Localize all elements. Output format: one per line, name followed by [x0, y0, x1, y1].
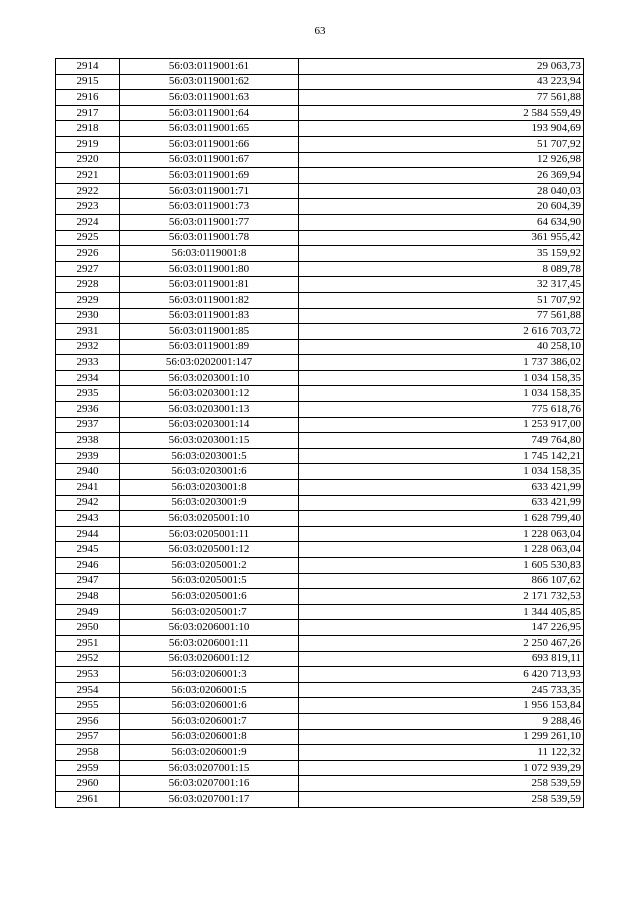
table-row [56, 370, 584, 386]
cadastral-number-cell: 56:03:0119001:85 [120, 324, 299, 340]
cadastral-value-cell: 2 171 732,53 [299, 589, 584, 605]
cadastral-number-cell: 56:03:0119001:89 [120, 339, 299, 355]
cadastral-number-cell: 56:03:0203001:6 [120, 464, 299, 480]
cadastral-number-cell: 56:03:0119001:8 [120, 246, 299, 262]
cadastral-value-cell: 2 250 467,26 [299, 635, 584, 651]
table-row [56, 651, 584, 667]
table-row [56, 183, 584, 199]
row-number-cell: 2945 [56, 542, 120, 558]
table-row [56, 433, 584, 449]
cadastral-value-cell: 147 226,95 [299, 620, 584, 636]
row-number-cell: 2960 [56, 776, 120, 792]
cadastral-number-cell: 56:03:0119001:61 [120, 59, 299, 75]
cadastral-value-cell: 1 605 530,83 [299, 558, 584, 574]
cadastral-number-cell: 56:03:0119001:65 [120, 121, 299, 137]
row-number-cell: 2948 [56, 589, 120, 605]
cadastral-value-cell: 633 421,99 [299, 480, 584, 496]
cadastral-value-cell: 77 561,88 [299, 308, 584, 324]
cadastral-value-cell: 193 904,69 [299, 121, 584, 137]
cadastral-value-cell: 51 707,92 [299, 136, 584, 152]
cadastral-value-cell: 1 228 063,04 [299, 526, 584, 542]
table-body [56, 59, 584, 808]
cadastral-value-cell: 258 539,59 [299, 791, 584, 807]
table-row [56, 495, 584, 511]
row-number-cell: 2928 [56, 277, 120, 293]
cadastral-value-cell: 77 561,88 [299, 90, 584, 106]
row-number-cell: 2956 [56, 713, 120, 729]
row-number-cell: 2941 [56, 480, 120, 496]
cadastral-number-cell: 56:03:0206001:5 [120, 682, 299, 698]
row-number-cell: 2923 [56, 199, 120, 215]
cadastral-value-cell: 633 421,99 [299, 495, 584, 511]
table-row [56, 308, 584, 324]
cadastral-value-cell: 32 317,45 [299, 277, 584, 293]
row-number-cell: 2950 [56, 620, 120, 636]
table-row [56, 214, 584, 230]
table-row [56, 292, 584, 308]
cadastral-number-cell: 56:03:0205001:10 [120, 511, 299, 527]
row-number-cell: 2957 [56, 729, 120, 745]
cadastral-value-cell: 1 737 386,02 [299, 355, 584, 371]
row-number-cell: 2921 [56, 168, 120, 184]
cadastral-number-cell: 56:03:0206001:8 [120, 729, 299, 745]
cadastral-number-cell: 56:03:0206001:12 [120, 651, 299, 667]
table-row [56, 386, 584, 402]
row-number-cell: 2919 [56, 136, 120, 152]
table-row [56, 542, 584, 558]
cadastral-number-cell: 56:03:0203001:8 [120, 480, 299, 496]
table-row [56, 199, 584, 215]
table-row [56, 511, 584, 527]
table-row [56, 355, 584, 371]
cadastral-value-cell: 29 063,73 [299, 59, 584, 75]
row-number-cell: 2914 [56, 59, 120, 75]
table-row [56, 760, 584, 776]
table-row [56, 558, 584, 574]
table-row [56, 480, 584, 496]
row-number-cell: 2917 [56, 105, 120, 121]
row-number-cell: 2954 [56, 682, 120, 698]
table-row [56, 682, 584, 698]
cadastral-number-cell: 56:03:0203001:13 [120, 402, 299, 418]
row-number-cell: 2940 [56, 464, 120, 480]
cadastral-number-cell: 56:03:0119001:64 [120, 105, 299, 121]
cadastral-number-cell: 56:03:0203001:15 [120, 433, 299, 449]
row-number-cell: 2915 [56, 74, 120, 90]
cadastral-number-cell: 56:03:0203001:10 [120, 370, 299, 386]
cadastral-number-cell: 56:03:0119001:62 [120, 74, 299, 90]
row-number-cell: 2933 [56, 355, 120, 371]
cadastral-value-cell: 1 228 063,04 [299, 542, 584, 558]
row-number-cell: 2946 [56, 558, 120, 574]
cadastral-number-cell: 56:03:0203001:5 [120, 448, 299, 464]
table-row [56, 745, 584, 761]
row-number-cell: 2929 [56, 292, 120, 308]
cadastral-value-cell: 11 122,32 [299, 745, 584, 761]
cadastral-number-cell: 56:03:0203001:14 [120, 417, 299, 433]
cadastral-value-cell: 1 034 158,35 [299, 386, 584, 402]
row-number-cell: 2949 [56, 604, 120, 620]
page-number: 63 [314, 25, 326, 37]
cadastral-value-cell: 35 159,92 [299, 246, 584, 262]
cadastral-number-cell: 56:03:0119001:66 [120, 136, 299, 152]
table-row [56, 402, 584, 418]
cadastral-value-cell: 28 040,03 [299, 183, 584, 199]
cadastral-value-cell: 20 604,39 [299, 199, 584, 215]
cadastral-number-cell: 56:03:0119001:73 [120, 199, 299, 215]
cadastral-number-cell: 56:03:0119001:83 [120, 308, 299, 324]
cadastral-number-cell: 56:03:0205001:11 [120, 526, 299, 542]
table-row [56, 635, 584, 651]
cadastral-number-cell: 56:03:0203001:9 [120, 495, 299, 511]
row-number-cell: 2937 [56, 417, 120, 433]
table-row [56, 713, 584, 729]
row-number-cell: 2938 [56, 433, 120, 449]
row-number-cell: 2920 [56, 152, 120, 168]
table-row [56, 59, 584, 75]
table-row [56, 698, 584, 714]
table-row [56, 105, 584, 121]
cadastral-value-cell: 1 344 405,85 [299, 604, 584, 620]
cadastral-value-cell: 1 034 158,35 [299, 464, 584, 480]
table-row [56, 339, 584, 355]
table-row [56, 573, 584, 589]
table-row [56, 277, 584, 293]
cadastral-number-cell: 56:03:0207001:17 [120, 791, 299, 807]
cadastral-value-cell: 2 584 559,49 [299, 105, 584, 121]
table-row [56, 121, 584, 137]
cadastral-value-cell: 866 107,62 [299, 573, 584, 589]
cadastral-number-cell: 56:03:0119001:67 [120, 152, 299, 168]
table-row [56, 417, 584, 433]
row-number-cell: 2918 [56, 121, 120, 137]
cadastral-number-cell: 56:03:0207001:15 [120, 760, 299, 776]
table-row [56, 230, 584, 246]
cadastral-value-cell: 6 420 713,93 [299, 667, 584, 683]
cadastral-number-cell: 56:03:0205001:5 [120, 573, 299, 589]
cadastral-value-table [55, 58, 584, 808]
cadastral-number-cell: 56:03:0119001:78 [120, 230, 299, 246]
row-number-cell: 2931 [56, 324, 120, 340]
row-number-cell: 2932 [56, 339, 120, 355]
table-row [56, 152, 584, 168]
row-number-cell: 2935 [56, 386, 120, 402]
table-row [56, 729, 584, 745]
cadastral-value-cell: 245 733,35 [299, 682, 584, 698]
row-number-cell: 2934 [56, 370, 120, 386]
cadastral-value-cell: 1 299 261,10 [299, 729, 584, 745]
row-number-cell: 2955 [56, 698, 120, 714]
row-number-cell: 2959 [56, 760, 120, 776]
cadastral-number-cell: 56:03:0119001:77 [120, 214, 299, 230]
cadastral-value-cell: 1 253 917,00 [299, 417, 584, 433]
table-row [56, 261, 584, 277]
cadastral-number-cell: 56:03:0205001:7 [120, 604, 299, 620]
row-number-cell: 2953 [56, 667, 120, 683]
row-number-cell: 2944 [56, 526, 120, 542]
row-number-cell: 2936 [56, 402, 120, 418]
table-row [56, 246, 584, 262]
cadastral-number-cell: 56:03:0119001:69 [120, 168, 299, 184]
cadastral-value-cell: 749 764,80 [299, 433, 584, 449]
cadastral-number-cell: 56:03:0119001:71 [120, 183, 299, 199]
cadastral-value-cell: 51 707,92 [299, 292, 584, 308]
row-number-cell: 2947 [56, 573, 120, 589]
row-number-cell: 2916 [56, 90, 120, 106]
table-row [56, 168, 584, 184]
cadastral-value-cell: 1 956 153,84 [299, 698, 584, 714]
cadastral-value-cell: 1 034 158,35 [299, 370, 584, 386]
cadastral-value-cell: 775 618,76 [299, 402, 584, 418]
table-row [56, 589, 584, 605]
row-number-cell: 2951 [56, 635, 120, 651]
table-row [56, 90, 584, 106]
row-number-cell: 2927 [56, 261, 120, 277]
cadastral-value-cell: 12 926,98 [299, 152, 584, 168]
cadastral-value-cell: 2 616 703,72 [299, 324, 584, 340]
cadastral-value-cell: 1 745 142,21 [299, 448, 584, 464]
cadastral-number-cell: 56:03:0205001:12 [120, 542, 299, 558]
table-row [56, 667, 584, 683]
cadastral-value-cell: 361 955,42 [299, 230, 584, 246]
cadastral-number-cell: 56:03:0119001:81 [120, 277, 299, 293]
cadastral-number-cell: 56:03:0206001:9 [120, 745, 299, 761]
cadastral-value-cell: 9 288,46 [299, 713, 584, 729]
row-number-cell: 2925 [56, 230, 120, 246]
cadastral-number-cell: 56:03:0203001:12 [120, 386, 299, 402]
row-number-cell: 2942 [56, 495, 120, 511]
cadastral-value-cell: 1 072 939,29 [299, 760, 584, 776]
table-row [56, 136, 584, 152]
table-row [56, 74, 584, 90]
cadastral-number-cell: 56:03:0206001:7 [120, 713, 299, 729]
row-number-cell: 2939 [56, 448, 120, 464]
row-number-cell: 2943 [56, 511, 120, 527]
cadastral-number-cell: 56:03:0205001:2 [120, 558, 299, 574]
cadastral-number-cell: 56:03:0205001:6 [120, 589, 299, 605]
cadastral-number-cell: 56:03:0119001:82 [120, 292, 299, 308]
cadastral-number-cell: 56:03:0207001:16 [120, 776, 299, 792]
cadastral-number-cell: 56:03:0119001:63 [120, 90, 299, 106]
cadastral-value-cell: 1 628 799,40 [299, 511, 584, 527]
row-number-cell: 2930 [56, 308, 120, 324]
table-row [56, 324, 584, 340]
cadastral-number-cell: 56:03:0119001:80 [120, 261, 299, 277]
table-row [56, 604, 584, 620]
row-number-cell: 2922 [56, 183, 120, 199]
cadastral-number-cell: 56:03:0206001:10 [120, 620, 299, 636]
cadastral-value-cell: 258 539,59 [299, 776, 584, 792]
cadastral-value-cell: 40 258,10 [299, 339, 584, 355]
row-number-cell: 2924 [56, 214, 120, 230]
row-number-cell: 2952 [56, 651, 120, 667]
row-number-cell: 2958 [56, 745, 120, 761]
cadastral-value-cell: 64 634,90 [299, 214, 584, 230]
cadastral-value-cell: 26 369,94 [299, 168, 584, 184]
table-row [56, 776, 584, 792]
table-row [56, 791, 584, 807]
cadastral-number-cell: 56:03:0206001:3 [120, 667, 299, 683]
cadastral-value-cell: 43 223,94 [299, 74, 584, 90]
table-row [56, 448, 584, 464]
cadastral-value-cell: 8 089,78 [299, 261, 584, 277]
cadastral-value-cell: 693 819,11 [299, 651, 584, 667]
table-row [56, 526, 584, 542]
row-number-cell: 2926 [56, 246, 120, 262]
row-number-cell: 2961 [56, 791, 120, 807]
table-row [56, 620, 584, 636]
cadastral-number-cell: 56:03:0202001:147 [120, 355, 299, 371]
cadastral-number-cell: 56:03:0206001:6 [120, 698, 299, 714]
cadastral-number-cell: 56:03:0206001:11 [120, 635, 299, 651]
table-row [56, 464, 584, 480]
